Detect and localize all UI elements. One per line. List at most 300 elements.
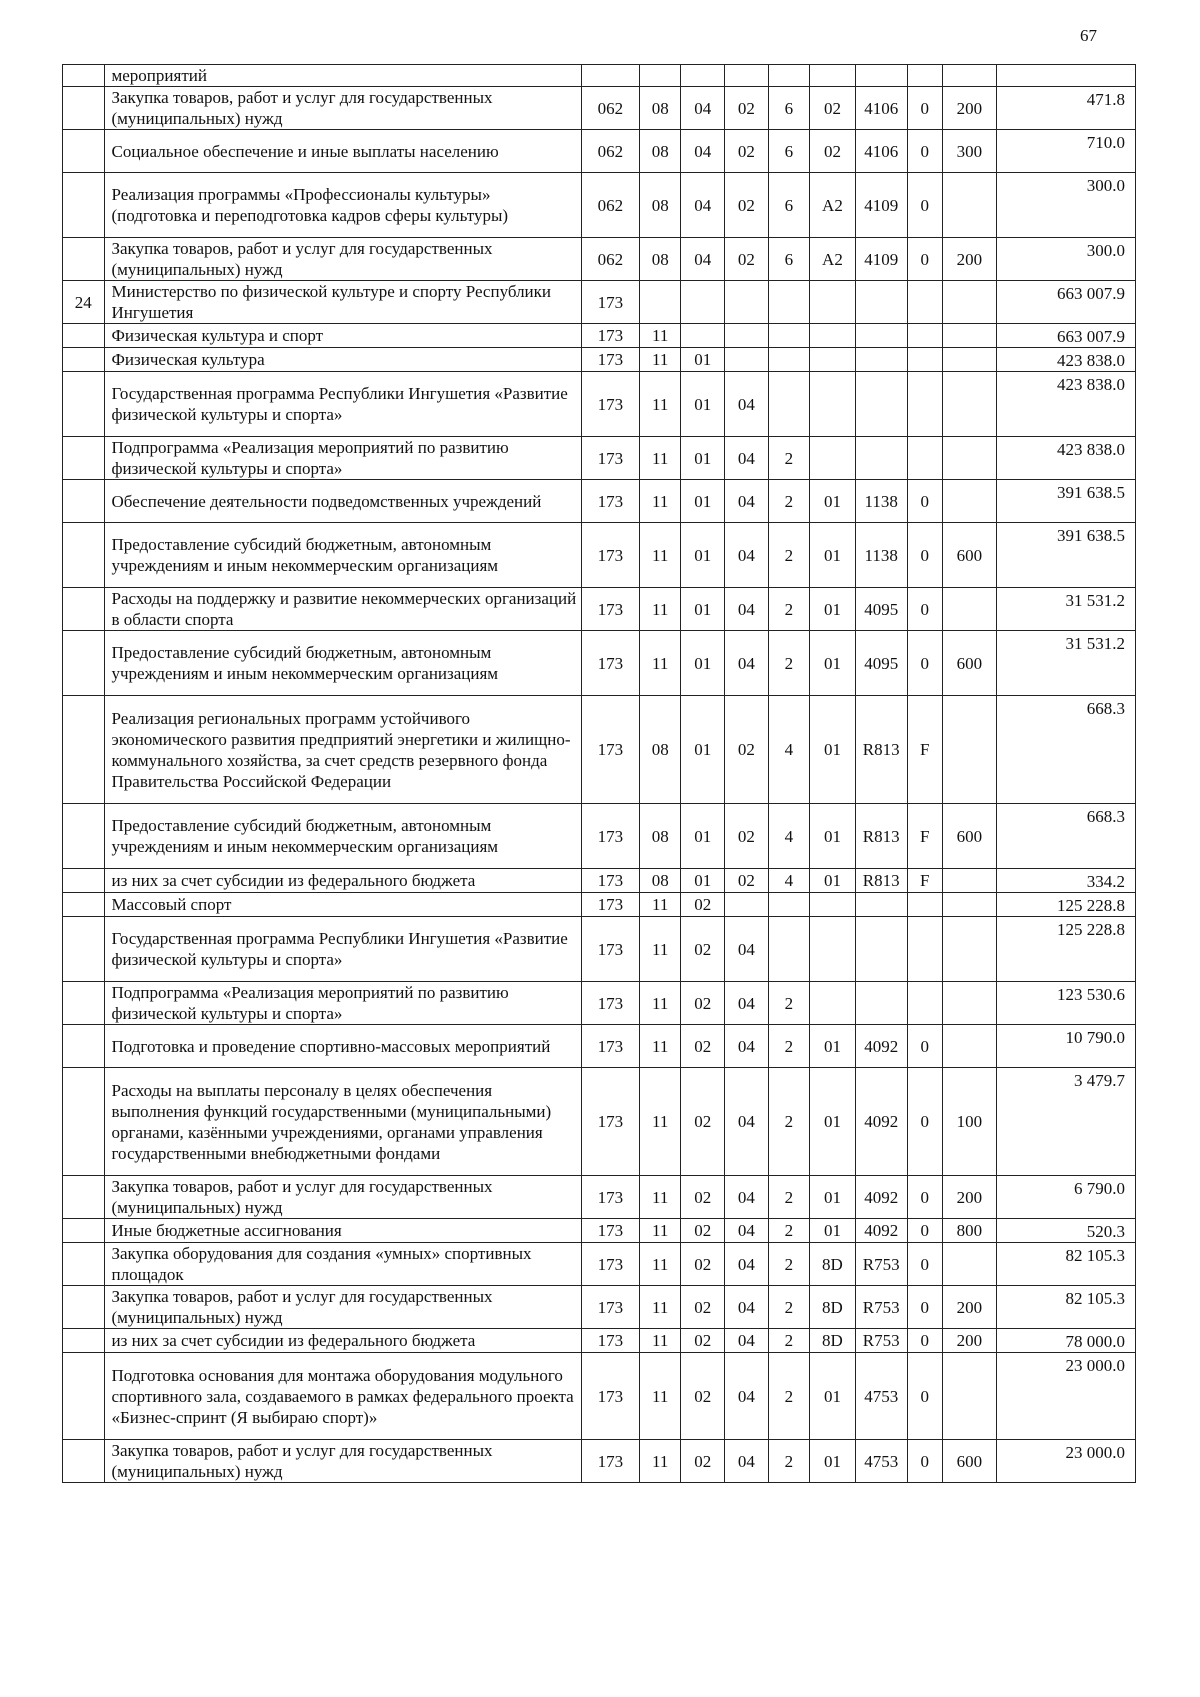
amount: 10 790.0 [996, 1025, 1135, 1068]
budget-item-name: из них за счет субсидии из федерального бюджета [104, 1329, 581, 1353]
table-row [63, 348, 1136, 372]
table-row [63, 130, 1136, 173]
direction-code: 4106 [855, 130, 907, 173]
fund-code: 0 [907, 1219, 942, 1243]
subprogram-code: 6 [768, 87, 810, 130]
admin-code: 062 [581, 87, 639, 130]
expense-type-code: 600 [942, 1440, 996, 1483]
direction-code: R753 [855, 1329, 907, 1353]
main-event-code: 01 [810, 804, 856, 869]
budget-item-name: мероприятий [104, 65, 581, 87]
direction-code: 4095 [855, 631, 907, 696]
row-number [63, 480, 105, 523]
fund-code [907, 324, 942, 348]
program-code: 02 [725, 696, 769, 804]
admin-code: 173 [581, 631, 639, 696]
program-code: 04 [725, 523, 769, 588]
subsection-code: 01 [681, 480, 725, 523]
main-event-code: 8D [810, 1243, 856, 1286]
table-row [63, 1219, 1136, 1243]
table-row [63, 87, 1136, 130]
subsection-code: 04 [681, 130, 725, 173]
subsection-code: 02 [681, 1353, 725, 1440]
budget-item-name: Предоставление субсидий бюджетным, автономным учреждениям и иным некоммерческим организациям [104, 631, 581, 696]
section-code: 11 [639, 893, 681, 917]
admin-code: 173 [581, 588, 639, 631]
fund-code: 0 [907, 588, 942, 631]
budget-item-name: Социальное обеспечение и иные выплаты населению [104, 130, 581, 173]
section-code: 11 [639, 982, 681, 1025]
program-code: 04 [725, 1176, 769, 1219]
direction-code: 4753 [855, 1440, 907, 1483]
table-row [63, 804, 1136, 869]
program-code: 04 [725, 1068, 769, 1176]
amount: 668.3 [996, 696, 1135, 804]
amount: 23 000.0 [996, 1353, 1135, 1440]
row-number [63, 1068, 105, 1176]
main-event-code: 01 [810, 1440, 856, 1483]
main-event-code: A2 [810, 238, 856, 281]
admin-code: 173 [581, 1243, 639, 1286]
main-event-code: 02 [810, 130, 856, 173]
admin-code: 173 [581, 1025, 639, 1068]
main-event-code [810, 917, 856, 982]
admin-code: 173 [581, 523, 639, 588]
subprogram-code: 2 [768, 523, 810, 588]
table-row [63, 1025, 1136, 1068]
program-code: 04 [725, 917, 769, 982]
admin-code: 173 [581, 1068, 639, 1176]
table-row [63, 65, 1136, 87]
program-code: 02 [725, 130, 769, 173]
amount: 23 000.0 [996, 1440, 1135, 1483]
row-number [63, 1329, 105, 1353]
program-code: 04 [725, 982, 769, 1025]
section-code: 08 [639, 804, 681, 869]
program-code: 04 [725, 1025, 769, 1068]
amount [996, 65, 1135, 87]
row-number [63, 893, 105, 917]
budget-item-name: Закупка товаров, работ и услуг для государственных (муниципальных) нужд [104, 238, 581, 281]
section-code: 11 [639, 324, 681, 348]
fund-code: 0 [907, 1440, 942, 1483]
program-code [725, 324, 769, 348]
direction-code [855, 348, 907, 372]
admin-code: 173 [581, 1286, 639, 1329]
row-number [63, 1025, 105, 1068]
expense-type-code: 200 [942, 1286, 996, 1329]
section-code: 08 [639, 869, 681, 893]
fund-code: 0 [907, 1286, 942, 1329]
expense-type-code: 100 [942, 1068, 996, 1176]
subprogram-code: 2 [768, 437, 810, 480]
subsection-code: 02 [681, 1329, 725, 1353]
main-event-code: 01 [810, 1353, 856, 1440]
subprogram-code: 2 [768, 588, 810, 631]
fund-code: 0 [907, 631, 942, 696]
admin-code: 173 [581, 348, 639, 372]
admin-code: 173 [581, 917, 639, 982]
subsection-code: 01 [681, 523, 725, 588]
subprogram-code: 2 [768, 1243, 810, 1286]
row-number [63, 631, 105, 696]
admin-code: 173 [581, 1440, 639, 1483]
expense-type-code [942, 480, 996, 523]
section-code: 11 [639, 1068, 681, 1176]
table-row [63, 1329, 1136, 1353]
direction-code: 4109 [855, 238, 907, 281]
fund-code [907, 65, 942, 87]
budget-item-name: Государственная программа Республики Ингушетия «Развитие физической культуры и спорта» [104, 917, 581, 982]
expense-type-code: 600 [942, 804, 996, 869]
admin-code [581, 65, 639, 87]
table-row [63, 917, 1136, 982]
main-event-code: 01 [810, 1068, 856, 1176]
table-row [63, 893, 1136, 917]
main-event-code: 01 [810, 869, 856, 893]
direction-code: 4753 [855, 1353, 907, 1440]
program-code: 04 [725, 631, 769, 696]
fund-code: 0 [907, 130, 942, 173]
direction-code [855, 372, 907, 437]
expense-type-code [942, 588, 996, 631]
direction-code [855, 917, 907, 982]
main-event-code: 02 [810, 87, 856, 130]
expense-type-code [942, 696, 996, 804]
subsection-code: 02 [681, 893, 725, 917]
program-code [725, 65, 769, 87]
budget-item-name: Реализация программы «Профессионалы культуры» (подготовка и переподготовка кадров сферы культуры) [104, 173, 581, 238]
section-code [639, 281, 681, 324]
budget-item-name: Реализация региональных программ устойчивого экономического развития предприятий энергетики и жилищно-коммунального хозяйства, за счет средств резервного фонда Правительства Российской Федерации [104, 696, 581, 804]
section-code: 11 [639, 917, 681, 982]
subsection-code: 01 [681, 588, 725, 631]
expense-type-code [942, 982, 996, 1025]
table-row [63, 173, 1136, 238]
admin-code: 173 [581, 982, 639, 1025]
subsection-code: 02 [681, 1440, 725, 1483]
admin-code: 173 [581, 480, 639, 523]
section-code: 11 [639, 1329, 681, 1353]
subsection-code: 04 [681, 238, 725, 281]
main-event-code [810, 437, 856, 480]
budget-item-name: Подготовка основания для монтажа оборудования модульного спортивного зала, создаваемого в рамках федерального проекта «Бизнес-спринт (Я выбираю спорт)» [104, 1353, 581, 1440]
main-event-code: 01 [810, 631, 856, 696]
subprogram-code: 4 [768, 804, 810, 869]
fund-code: 0 [907, 1025, 942, 1068]
expense-type-code: 600 [942, 523, 996, 588]
fund-code: F [907, 804, 942, 869]
budget-item-name: Закупка товаров, работ и услуг для государственных (муниципальных) нужд [104, 87, 581, 130]
program-code: 04 [725, 588, 769, 631]
expense-type-code [942, 917, 996, 982]
expense-type-code: 800 [942, 1219, 996, 1243]
expense-type-code: 200 [942, 87, 996, 130]
section-code: 08 [639, 696, 681, 804]
fund-code: 0 [907, 1243, 942, 1286]
row-number [63, 869, 105, 893]
subsection-code: 02 [681, 1243, 725, 1286]
amount: 471.8 [996, 87, 1135, 130]
subsection-code: 04 [681, 87, 725, 130]
direction-code: R753 [855, 1243, 907, 1286]
amount: 663 007.9 [996, 281, 1135, 324]
table-row [63, 631, 1136, 696]
budget-item-name: Предоставление субсидий бюджетным, автономным учреждениям и иным некоммерческим организациям [104, 523, 581, 588]
fund-code: F [907, 696, 942, 804]
main-event-code: 8D [810, 1286, 856, 1329]
table-row [63, 324, 1136, 348]
row-number [63, 1353, 105, 1440]
amount: 125 228.8 [996, 893, 1135, 917]
subsection-code: 02 [681, 1025, 725, 1068]
direction-code [855, 437, 907, 480]
subprogram-code: 2 [768, 1329, 810, 1353]
program-code: 02 [725, 173, 769, 238]
direction-code: 4092 [855, 1068, 907, 1176]
amount: 423 838.0 [996, 348, 1135, 372]
admin-code: 173 [581, 1219, 639, 1243]
subprogram-code: 6 [768, 130, 810, 173]
budget-table [62, 64, 1136, 1483]
program-code: 04 [725, 1329, 769, 1353]
direction-code [855, 324, 907, 348]
row-number [63, 173, 105, 238]
table-row [63, 869, 1136, 893]
admin-code: 173 [581, 281, 639, 324]
fund-code: 0 [907, 1353, 942, 1440]
amount: 520.3 [996, 1219, 1135, 1243]
expense-type-code [942, 437, 996, 480]
table-row [63, 281, 1136, 324]
amount: 423 838.0 [996, 437, 1135, 480]
program-code [725, 348, 769, 372]
admin-code: 173 [581, 437, 639, 480]
subprogram-code: 2 [768, 1219, 810, 1243]
direction-code: R813 [855, 696, 907, 804]
expense-type-code [942, 1243, 996, 1286]
subsection-code: 02 [681, 982, 725, 1025]
subprogram-code: 2 [768, 1068, 810, 1176]
subsection-code: 01 [681, 631, 725, 696]
expense-type-code: 200 [942, 1176, 996, 1219]
subprogram-code: 2 [768, 1025, 810, 1068]
subprogram-code: 2 [768, 1440, 810, 1483]
direction-code: R753 [855, 1286, 907, 1329]
table-row [63, 1440, 1136, 1483]
expense-type-code [942, 372, 996, 437]
program-code: 02 [725, 804, 769, 869]
subprogram-code: 2 [768, 1286, 810, 1329]
subprogram-code: 6 [768, 173, 810, 238]
main-event-code [810, 324, 856, 348]
amount: 663 007.9 [996, 324, 1135, 348]
budget-item-name: Закупка оборудования для создания «умных» спортивных площадок [104, 1243, 581, 1286]
row-number [63, 372, 105, 437]
section-code: 11 [639, 348, 681, 372]
subsection-code: 02 [681, 1219, 725, 1243]
section-code: 11 [639, 1025, 681, 1068]
section-code: 11 [639, 1286, 681, 1329]
admin-code: 173 [581, 696, 639, 804]
table-row [63, 523, 1136, 588]
row-number [63, 65, 105, 87]
amount: 668.3 [996, 804, 1135, 869]
subsection-code: 02 [681, 917, 725, 982]
main-event-code [810, 372, 856, 437]
admin-code: 062 [581, 173, 639, 238]
main-event-code [810, 982, 856, 1025]
fund-code [907, 893, 942, 917]
table-row [63, 1176, 1136, 1219]
expense-type-code [942, 1353, 996, 1440]
admin-code: 173 [581, 1329, 639, 1353]
main-event-code: 01 [810, 1025, 856, 1068]
budget-item-name: Подготовка и проведение спортивно-массовых мероприятий [104, 1025, 581, 1068]
program-code: 04 [725, 372, 769, 437]
admin-code: 173 [581, 1353, 639, 1440]
subsection-code: 01 [681, 696, 725, 804]
subprogram-code: 2 [768, 480, 810, 523]
subprogram-code: 4 [768, 869, 810, 893]
row-number [63, 1440, 105, 1483]
fund-code: 0 [907, 523, 942, 588]
section-code: 08 [639, 130, 681, 173]
fund-code: 0 [907, 1068, 942, 1176]
amount: 391 638.5 [996, 523, 1135, 588]
admin-code: 173 [581, 893, 639, 917]
table-row [63, 1286, 1136, 1329]
fund-code [907, 982, 942, 1025]
main-event-code: 01 [810, 523, 856, 588]
amount: 125 228.8 [996, 917, 1135, 982]
fund-code: 0 [907, 480, 942, 523]
amount: 423 838.0 [996, 372, 1135, 437]
expense-type-code [942, 869, 996, 893]
expense-type-code: 200 [942, 1329, 996, 1353]
budget-item-name: из них за счет субсидии из федерального бюджета [104, 869, 581, 893]
subsection-code: 02 [681, 1068, 725, 1176]
row-number [63, 1286, 105, 1329]
budget-item-name: Предоставление субсидий бюджетным, автономным учреждениям и иным некоммерческим организациям [104, 804, 581, 869]
subprogram-code: 2 [768, 982, 810, 1025]
program-code: 04 [725, 1286, 769, 1329]
main-event-code [810, 281, 856, 324]
subprogram-code: 6 [768, 238, 810, 281]
main-event-code: A2 [810, 173, 856, 238]
subsection-code [681, 281, 725, 324]
program-code: 04 [725, 1243, 769, 1286]
subsection-code: 04 [681, 173, 725, 238]
table-row [63, 437, 1136, 480]
amount: 82 105.3 [996, 1286, 1135, 1329]
direction-code: 4109 [855, 173, 907, 238]
direction-code: 4106 [855, 87, 907, 130]
subprogram-code: 4 [768, 696, 810, 804]
section-code: 08 [639, 87, 681, 130]
expense-type-code: 200 [942, 238, 996, 281]
program-code: 02 [725, 869, 769, 893]
subprogram-code [768, 348, 810, 372]
direction-code [855, 65, 907, 87]
row-number [63, 1219, 105, 1243]
program-code: 02 [725, 87, 769, 130]
row-number [63, 1176, 105, 1219]
expense-type-code [942, 65, 996, 87]
direction-code: 4095 [855, 588, 907, 631]
expense-type-code [942, 348, 996, 372]
program-code [725, 281, 769, 324]
admin-code: 173 [581, 324, 639, 348]
fund-code [907, 348, 942, 372]
row-number [63, 238, 105, 281]
budget-item-name: Расходы на поддержку и развитие некоммерческих организаций в области спорта [104, 588, 581, 631]
subsection-code [681, 324, 725, 348]
direction-code: 4092 [855, 1025, 907, 1068]
fund-code [907, 917, 942, 982]
row-number [63, 130, 105, 173]
amount: 3 479.7 [996, 1068, 1135, 1176]
row-number [63, 348, 105, 372]
direction-code [855, 982, 907, 1025]
row-number [63, 87, 105, 130]
row-number [63, 917, 105, 982]
section-code: 11 [639, 1440, 681, 1483]
budget-item-name: Физическая культура [104, 348, 581, 372]
section-code: 11 [639, 480, 681, 523]
section-code: 11 [639, 588, 681, 631]
budget-item-name: Подпрограмма «Реализация мероприятий по развитию физической культуры и спорта» [104, 982, 581, 1025]
table-row [63, 238, 1136, 281]
main-event-code [810, 893, 856, 917]
fund-code: 0 [907, 238, 942, 281]
expense-type-code: 300 [942, 130, 996, 173]
admin-code: 173 [581, 804, 639, 869]
main-event-code: 01 [810, 696, 856, 804]
table-row [63, 588, 1136, 631]
row-number [63, 588, 105, 631]
fund-code [907, 437, 942, 480]
direction-code: R813 [855, 804, 907, 869]
expense-type-code [942, 173, 996, 238]
budget-item-name: Подпрограмма «Реализация мероприятий по развитию физической культуры и спорта» [104, 437, 581, 480]
program-code: 04 [725, 1219, 769, 1243]
program-code: 04 [725, 437, 769, 480]
section-code: 11 [639, 1243, 681, 1286]
direction-code: R813 [855, 869, 907, 893]
row-number: 24 [63, 281, 105, 324]
direction-code: 4092 [855, 1176, 907, 1219]
direction-code: 4092 [855, 1219, 907, 1243]
subprogram-code: 2 [768, 631, 810, 696]
subsection-code: 01 [681, 804, 725, 869]
subsection-code: 01 [681, 348, 725, 372]
fund-code [907, 372, 942, 437]
program-code [725, 893, 769, 917]
section-code: 11 [639, 523, 681, 588]
row-number [63, 437, 105, 480]
direction-code [855, 281, 907, 324]
budget-item-name: Массовый спорт [104, 893, 581, 917]
budget-item-name: Закупка товаров, работ и услуг для государственных (муниципальных) нужд [104, 1286, 581, 1329]
row-number [63, 982, 105, 1025]
fund-code: F [907, 869, 942, 893]
row-number [63, 804, 105, 869]
main-event-code: 01 [810, 1219, 856, 1243]
page-number: 67 [1080, 26, 1097, 45]
budget-item-name: Государственная программа Республики Ингушетия «Развитие физической культуры и спорта» [104, 372, 581, 437]
table-row [63, 696, 1136, 804]
